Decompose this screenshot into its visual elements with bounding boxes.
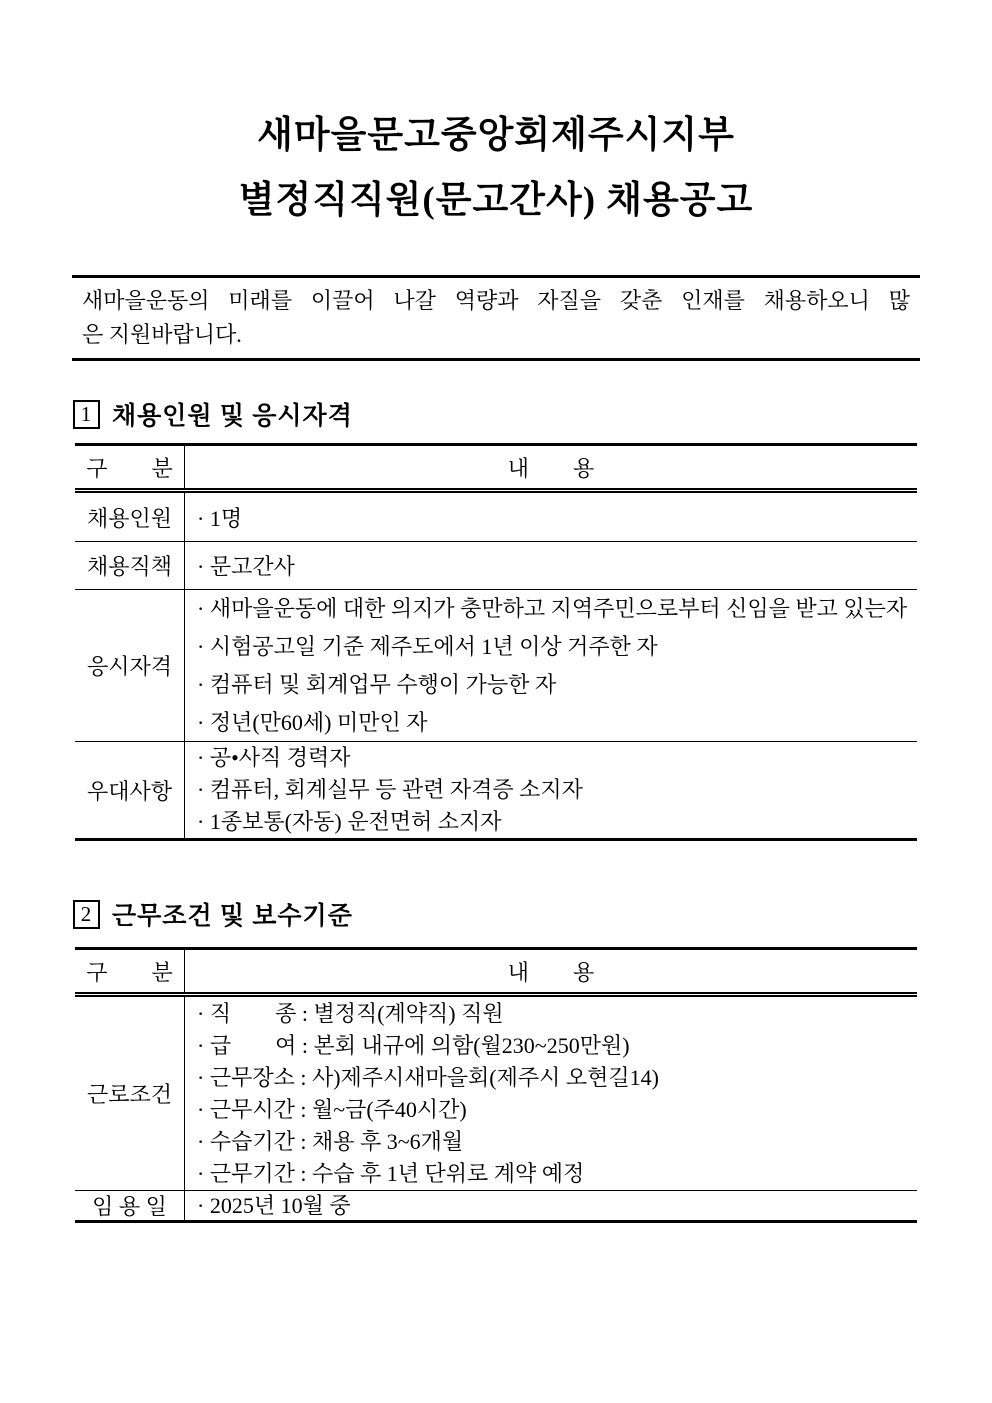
header-content: 내 용: [507, 959, 595, 985]
section-2-title: 근무조건 및 보수기준: [112, 903, 353, 930]
table-header-row: [75, 446, 917, 493]
row-content: [185, 1191, 917, 1220]
row-item: · 2025년 10월 중: [197, 1192, 351, 1218]
header-category: 구 분: [75, 446, 185, 488]
row-item: · 급 여 : 본회 내규에 의함(월230~250만원): [197, 1032, 630, 1058]
row-content: [185, 590, 917, 741]
document-title: [0, 103, 992, 233]
intro-line-1: 새마을운동의 미래를 이끌어 나갈 역량과 자질을 갖춘 인재를 채용하오니 많: [82, 288, 910, 313]
row-item: · 새마을운동에 대한 의지가 충만하고 지역주민으로부터 신임을 받고 있는자: [197, 595, 908, 621]
row-item: · 근무시간 : 월~금(주40시간): [197, 1096, 467, 1122]
table-row: [75, 589, 917, 741]
row-item: · 근무장소 : 사)제주시새마을회(제주시 오현길14): [197, 1064, 659, 1090]
row-item: · 1명: [197, 505, 243, 531]
row-item: · 공•사직 경력자: [197, 745, 351, 770]
row-item: · 문고간사: [197, 554, 295, 579]
header-content: 내 용: [507, 455, 595, 481]
row-item: · 컴퓨터, 회계실무 등 관련 자격증 소지자: [197, 777, 583, 802]
intro-paragraph: [72, 275, 920, 361]
row-item: · 컴퓨터 및 회계업무 수행이 가능한 자: [197, 671, 557, 697]
row-label: 채용인원: [75, 493, 185, 541]
section-2-number-box: 2: [73, 900, 100, 929]
intro-line-2: 은 지원바랍니다.: [82, 322, 242, 347]
row-label: 응시자격: [75, 590, 185, 741]
row-content: [185, 742, 917, 838]
row-content: [185, 493, 917, 541]
table-row: [75, 493, 917, 541]
row-item: · 시험공고일 기준 제주도에서 1년 이상 거주한 자: [197, 633, 658, 659]
section-1-number-box: 1: [73, 400, 100, 429]
table-row: [75, 541, 917, 589]
header-category: 구 분: [75, 950, 185, 992]
section-1-heading: [73, 396, 353, 432]
table-row: [75, 741, 917, 838]
work-conditions-table: [75, 947, 917, 1223]
row-label: 채용직책: [75, 542, 185, 589]
row-item: · 수습기간 : 채용 후 3~6개월: [197, 1128, 464, 1154]
title-line-1: 새마을문고중앙회제주시지부: [257, 115, 735, 156]
row-item: · 근무기간 : 수습 후 1년 단위로 계약 예정: [197, 1160, 585, 1186]
table-header-row: [75, 950, 917, 997]
row-content: [185, 997, 917, 1190]
row-label: 우대사항: [75, 742, 185, 838]
row-item: · 정년(만60세) 미만인 자: [197, 709, 428, 735]
row-item: · 1종보통(자동) 운전면허 소지자: [197, 809, 502, 834]
section-2-heading: [73, 896, 353, 932]
row-item: · 직 종 : 별정직(계약직) 직원: [197, 1000, 504, 1026]
recruitment-table: [75, 443, 917, 841]
row-content: [185, 542, 917, 589]
table-row: [75, 1190, 917, 1220]
row-label: 근로조건: [75, 997, 185, 1190]
section-1-title: 채용인원 및 응시자격: [112, 403, 353, 430]
row-label: 임 용 일: [75, 1191, 185, 1220]
table-row: [75, 997, 917, 1190]
title-line-2: 별정직직원(문고간사) 채용공고: [238, 180, 754, 221]
